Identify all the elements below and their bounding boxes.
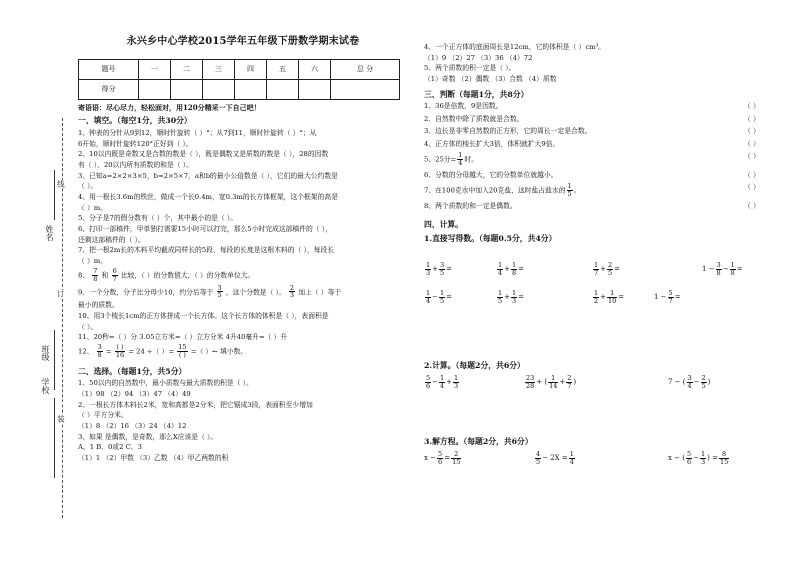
numerator: 2 bbox=[451, 451, 461, 459]
denominator: 2 bbox=[594, 297, 599, 306]
question: 11、20秒=（ ）分 3.05立方米=（ ）立方分米 4升40毫升=（ ）升 bbox=[78, 333, 288, 342]
fraction bbox=[593, 290, 599, 305]
q12-post: =（ ）← 填小数。 bbox=[190, 347, 248, 356]
fraction bbox=[497, 290, 503, 305]
fraction bbox=[92, 268, 98, 283]
numerator: 1 bbox=[594, 260, 599, 269]
numerator: 2 bbox=[289, 284, 295, 292]
equals: = bbox=[446, 293, 453, 302]
numerator: 5 bbox=[687, 450, 692, 459]
numerator: 3 bbox=[97, 344, 102, 352]
numerator: 3 bbox=[716, 260, 721, 269]
j7-post: 。 bbox=[573, 186, 581, 195]
denominator: 14 bbox=[549, 381, 558, 390]
fraction bbox=[719, 451, 729, 466]
fraction bbox=[686, 451, 692, 466]
denominator: 4 bbox=[426, 297, 431, 306]
question-12 bbox=[78, 344, 408, 359]
equation-row bbox=[424, 451, 774, 466]
question: 3、已知a=2×2×3×5，b=2×5×7，a和b的最小公倍数是（ ），它们的最大公约数是 bbox=[78, 171, 338, 180]
score-header-cell: 二 bbox=[171, 59, 203, 79]
class-line bbox=[54, 330, 55, 390]
section1-heading: 一、填空。（每空1分，共30分） bbox=[78, 116, 192, 126]
answer-paren[interactable]: （ ） bbox=[744, 152, 760, 161]
options: （1）奇数 （2）偶数 （3）合数 （4）质数 bbox=[424, 75, 557, 84]
question-8 bbox=[78, 268, 408, 283]
fraction bbox=[437, 451, 443, 466]
calc-suffix: ) bbox=[707, 377, 711, 386]
fraction bbox=[566, 375, 572, 390]
fraction bbox=[425, 262, 431, 277]
numerator: 2 bbox=[567, 373, 572, 382]
numerator: 1 bbox=[458, 151, 463, 160]
fraction bbox=[593, 262, 599, 277]
question: 4、用一根长3.6m的铁丝，做成一个长0.4m，宽0.3m的长方体框架，这个框架的高是 bbox=[78, 193, 338, 202]
numerator: 4 bbox=[536, 450, 541, 459]
equation-mid: − 2X = bbox=[542, 454, 568, 463]
score-cell[interactable] bbox=[267, 79, 299, 99]
name-label: 姓名 bbox=[45, 225, 54, 241]
numerator: 1 bbox=[701, 450, 706, 459]
question: 有（ ），20以内所有质数的和是（ ）。 bbox=[78, 161, 193, 169]
numerator: 1 bbox=[512, 260, 517, 269]
numerator: 15 bbox=[178, 344, 187, 352]
question: 1、50以内的自然数中，最小质数与最大质数的积是（ ）。 bbox=[78, 379, 253, 388]
denominator: 5 bbox=[440, 268, 445, 277]
fraction bbox=[217, 285, 223, 300]
denominator: 5 bbox=[608, 268, 613, 277]
fraction bbox=[511, 262, 517, 277]
calc-row bbox=[424, 375, 774, 390]
denominator: 4 bbox=[458, 158, 463, 167]
section2-heading: 二、选择。（每题1分，共5分） bbox=[78, 366, 187, 376]
fraction bbox=[425, 375, 431, 390]
score-header-cell: 题号 bbox=[79, 59, 139, 79]
denominator: 8 bbox=[93, 274, 98, 283]
score-header-cell: 一 bbox=[139, 59, 171, 79]
denominator: 7 bbox=[567, 381, 572, 390]
answer-paren[interactable]: （ ） bbox=[744, 127, 760, 136]
fraction bbox=[525, 375, 535, 390]
fraction bbox=[439, 290, 445, 305]
calc-row bbox=[424, 290, 774, 305]
numerator: ( ) bbox=[116, 344, 124, 352]
subsection-calc: 2.计算。（每题2分，共6分） bbox=[424, 361, 525, 371]
judge-row bbox=[424, 102, 774, 110]
page-title: 永兴乡中心学校2015学年五年级下册数学期末试卷 bbox=[126, 36, 360, 47]
numerator: 1 bbox=[569, 450, 574, 459]
question: 5、分子是7的假分数有（ ）个，其中最小的是（ ）。 bbox=[78, 214, 238, 223]
denominator: 3 bbox=[701, 458, 706, 467]
denominator: 5 bbox=[701, 381, 706, 390]
judge-text: 8、两个质数的和一定是偶数。 bbox=[424, 201, 517, 210]
equals: = bbox=[614, 264, 621, 273]
numerator: 1 bbox=[548, 375, 558, 383]
operator: + bbox=[504, 293, 511, 302]
calc-item bbox=[424, 375, 504, 390]
numerator: 6 bbox=[112, 267, 117, 275]
fraction bbox=[439, 262, 445, 277]
calc-row bbox=[424, 262, 774, 277]
numerator: 2 bbox=[701, 373, 706, 382]
numerator: 3 bbox=[440, 260, 445, 269]
name-line bbox=[54, 170, 55, 220]
calc-item bbox=[702, 262, 743, 277]
fraction bbox=[701, 375, 707, 390]
fraction bbox=[730, 262, 736, 277]
question: 2、10以内既是奇数又是合数的数是（ ），既是偶数又是质数的数是（ ），28的因数 bbox=[78, 150, 329, 159]
section4-heading: 四、计算。 bbox=[424, 220, 463, 230]
score-cell[interactable] bbox=[235, 79, 267, 99]
equals: = bbox=[618, 293, 625, 302]
fraction bbox=[535, 451, 541, 466]
question: 1、钟表的分针从9到12，顺时针旋转（ ）°；从7到11，顺时针旋转（ ）°；从 bbox=[78, 128, 317, 137]
judge-text: 3、边长是非零自然数的正方形，它的周长一定是合数。 bbox=[424, 127, 592, 136]
school-label: 学校 bbox=[41, 378, 50, 394]
subsection-equation: 3.解方程。（每题2分，共6分） bbox=[424, 437, 533, 447]
equation-x: x − ( bbox=[668, 454, 685, 463]
right-column bbox=[424, 43, 774, 474]
judge-row bbox=[424, 127, 774, 135]
calc-item bbox=[424, 262, 484, 277]
numerator: 1 bbox=[440, 373, 445, 382]
left-column bbox=[78, 36, 408, 465]
equation-item bbox=[534, 451, 634, 466]
j5-post: 时。 bbox=[464, 155, 478, 164]
calc-item bbox=[592, 290, 652, 305]
fraction bbox=[511, 290, 517, 305]
score-cell[interactable] bbox=[139, 79, 171, 99]
denominator: 4 bbox=[569, 458, 574, 467]
denominator: 7 bbox=[594, 268, 599, 277]
options: （1）8 （2）16 （3）24 （4）12 bbox=[78, 422, 187, 431]
fraction bbox=[548, 375, 558, 390]
answer-paren[interactable]: （ ） bbox=[744, 201, 760, 210]
denominator: 3 bbox=[426, 268, 431, 277]
numerator: 2 bbox=[608, 260, 613, 269]
equals: = bbox=[674, 293, 681, 302]
equals: = bbox=[518, 293, 525, 302]
numerator: 1 bbox=[607, 290, 617, 298]
operator: − bbox=[693, 454, 700, 463]
fraction bbox=[115, 344, 125, 359]
score-cell[interactable] bbox=[331, 79, 400, 99]
q8-prefix: 8、 bbox=[78, 271, 90, 280]
judge-row bbox=[424, 140, 774, 148]
fraction bbox=[716, 262, 722, 277]
denominator: 4 bbox=[440, 381, 445, 390]
options: （1）1 （2）甲数 （3）乙数 （4）甲乙两数的积 bbox=[78, 454, 229, 463]
q12-eq: = bbox=[105, 347, 112, 356]
class-label: 班级 bbox=[41, 345, 50, 361]
fraction bbox=[567, 183, 573, 198]
question: 5、两个质数的积一定是（ ）。 bbox=[424, 64, 516, 73]
denominator: 3 bbox=[512, 297, 517, 306]
calc-item bbox=[592, 262, 652, 277]
fraction bbox=[569, 451, 575, 466]
numerator: 1 bbox=[498, 289, 503, 298]
q9-part-b: ，这个分数是（ ）。 bbox=[225, 287, 286, 296]
question: （ ）m。 bbox=[78, 257, 107, 266]
calc-prefix: 7 − ( bbox=[668, 377, 686, 386]
fraction bbox=[607, 290, 617, 305]
calc-item bbox=[424, 290, 484, 305]
operator: − bbox=[693, 377, 700, 386]
encouragement: 寄语语：尽心尽力，轻松面对，用120分精采一下自己吧！ bbox=[78, 102, 261, 112]
numerator: 1 bbox=[498, 260, 503, 269]
operator: − bbox=[432, 377, 439, 386]
denominator: 28 bbox=[526, 381, 535, 390]
numerator: 1 bbox=[567, 182, 572, 191]
judge-text: 4、正方体的棱长扩大3倍，体积就扩大9倍。 bbox=[424, 139, 560, 148]
q8-post: 比较，（ ）的分数值大，（ ）的分数单位大。 bbox=[120, 271, 255, 280]
fraction bbox=[112, 268, 118, 283]
denominator: 16 bbox=[115, 350, 125, 359]
judge-row bbox=[424, 183, 774, 198]
numerator: 1 bbox=[454, 373, 459, 382]
denominator: 7 bbox=[668, 297, 673, 306]
judge-row bbox=[424, 115, 774, 123]
judge-text: 1、36是倍数，9是因数。 bbox=[424, 102, 503, 111]
calc-prefix: 1 − bbox=[654, 293, 667, 302]
denominator: 8 bbox=[730, 268, 735, 277]
score-cell[interactable] bbox=[299, 79, 331, 99]
denominator: 6 bbox=[438, 458, 443, 467]
denominator: 7 bbox=[112, 274, 117, 283]
fraction bbox=[668, 290, 674, 305]
question: 6开始，顺时针旋转120°正好到（ ）。 bbox=[78, 139, 193, 148]
question: （ ）m。 bbox=[78, 203, 107, 212]
denominator: 15 bbox=[719, 458, 729, 467]
denominator: 8 bbox=[97, 350, 102, 359]
operator: + bbox=[559, 377, 566, 386]
fraction bbox=[439, 375, 445, 390]
numerator: 7 bbox=[93, 267, 98, 275]
question: 2、一根长方体木料长2米，宽和高都是2分米，把它锯成3段，表面积至少增加 bbox=[78, 400, 313, 409]
score-row-label: 得分 bbox=[79, 79, 139, 99]
denominator: 3 bbox=[454, 381, 459, 390]
numerator: 3 bbox=[687, 373, 692, 382]
score-header-cell: 六 bbox=[299, 59, 331, 79]
score-header-cell: 总 分 bbox=[331, 59, 400, 79]
fraction bbox=[497, 262, 503, 277]
operator: − bbox=[432, 293, 439, 302]
answer-paren[interactable]: （ ） bbox=[744, 170, 760, 179]
numerator: 3 bbox=[217, 284, 222, 292]
equals: = bbox=[518, 264, 525, 273]
calc-item bbox=[496, 290, 556, 305]
cut-mark-mid: 订 bbox=[56, 290, 66, 298]
numerator: 23 bbox=[526, 373, 535, 382]
numerator: 1 bbox=[426, 260, 431, 269]
fraction bbox=[607, 262, 613, 277]
judge-text: 6、分数的分母越大，它的分数单位就越小。 bbox=[424, 170, 558, 179]
cut-line bbox=[62, 118, 63, 518]
score-table-header-row bbox=[79, 59, 400, 79]
denominator: 4 bbox=[687, 381, 692, 390]
school-line bbox=[54, 398, 55, 478]
calc-prefix: 1 − bbox=[702, 264, 715, 273]
denominator: 5 bbox=[440, 297, 445, 306]
denominator: 10 bbox=[608, 297, 617, 306]
fraction bbox=[453, 375, 459, 390]
q12-mid: = 24 ÷（ ）= bbox=[128, 347, 175, 356]
q12-prefix: 12、 bbox=[78, 347, 94, 356]
equation-x: x − bbox=[424, 454, 437, 463]
equation-close: ) = bbox=[707, 454, 718, 463]
score-header-cell: 五 bbox=[267, 59, 299, 79]
answer-paren[interactable]: （ ） bbox=[744, 183, 760, 192]
question-9 bbox=[78, 285, 408, 300]
equals: = bbox=[736, 264, 743, 273]
question: 最小的质数。 bbox=[78, 301, 119, 310]
denominator: 5 bbox=[567, 190, 572, 199]
score-header-cell: 三 bbox=[203, 59, 235, 79]
score-cell[interactable] bbox=[171, 79, 203, 99]
judge-text: 2、自然数中除了质数就是合数。 bbox=[424, 114, 524, 123]
numerator: 5 bbox=[426, 373, 431, 382]
fraction bbox=[451, 451, 461, 466]
denominator: 5 bbox=[536, 458, 541, 467]
q9-part-c: 加上（ ）等于 bbox=[298, 287, 342, 296]
question: 7、把一根2m长的木料平均截成同样长的5段，每段的长度是这根木料的（ ），每段长 bbox=[78, 246, 335, 255]
operator: + bbox=[446, 377, 453, 386]
numerator: 1 bbox=[730, 260, 735, 269]
denominator: 5 bbox=[498, 297, 503, 306]
calc-item bbox=[524, 375, 634, 390]
operator: + ( bbox=[536, 377, 548, 386]
question: 还剩这部稿件的（ ）。 bbox=[78, 235, 145, 244]
denominator: 6 bbox=[687, 458, 692, 467]
denominator: 8 bbox=[716, 268, 721, 277]
question: 10、用3个棱长1cm的正方体拼成一个长方体。这个长方体的体积是（ ），表面积是 bbox=[78, 312, 329, 321]
operator: + bbox=[600, 264, 607, 273]
calc-item bbox=[654, 290, 681, 305]
q9-part-a: 9、一个分数，分子比分母少10，约分后等于 bbox=[78, 287, 214, 296]
answer-paren[interactable]: （ ） bbox=[744, 139, 760, 148]
question: （ ）。 bbox=[78, 182, 98, 191]
fraction bbox=[700, 451, 706, 466]
equals: = bbox=[446, 264, 453, 273]
numerator: 1 bbox=[440, 289, 445, 298]
question: 6、打印一部稿件，甲单独打需要15小时可以打完，那么5小时完成这部稿件的（ ）， bbox=[78, 225, 332, 234]
operator: + bbox=[432, 264, 439, 273]
judge-text bbox=[424, 183, 580, 198]
subsection-direct: 1.直接写得数。（每题0.5分，共4分） bbox=[424, 234, 557, 244]
denominator: 8 bbox=[512, 268, 517, 277]
options: （1）98 （2）94 （3）47 （4）49 bbox=[78, 390, 191, 399]
q8-mid: 和 bbox=[101, 271, 109, 280]
denominator: 15 bbox=[452, 458, 461, 467]
cut-mark-top: 线 bbox=[56, 180, 66, 188]
j7-pre: 7、在100克水中加入20克盐，这时盐占盐水的 bbox=[424, 186, 566, 195]
operator: − bbox=[722, 264, 729, 273]
fraction bbox=[425, 290, 431, 305]
options: A、1 B、0或2 C、3 bbox=[78, 443, 142, 452]
fraction bbox=[687, 375, 693, 390]
numerator: 5 bbox=[438, 450, 443, 459]
equation-item bbox=[424, 451, 504, 466]
score-header-cell: 四 bbox=[235, 59, 267, 79]
j5-pre: 5、25分= bbox=[424, 155, 457, 164]
calc-item bbox=[668, 375, 710, 390]
question: 4、一个正方体的底面周长是12cm，它的体积是（ ）cm³。 bbox=[424, 43, 606, 51]
judge-row bbox=[424, 171, 774, 179]
question: 3、如果 是偶数，是奇数，那么X应该是（ ）。 bbox=[78, 432, 218, 441]
score-cell[interactable] bbox=[203, 79, 235, 99]
denominator: 3 bbox=[289, 291, 295, 300]
fraction bbox=[289, 285, 295, 300]
section3-heading: 三、判断（每题1分，共8分） bbox=[424, 89, 529, 99]
question: （ ）。 bbox=[78, 322, 98, 331]
numerator: 1 bbox=[512, 289, 517, 298]
operator: + bbox=[504, 264, 511, 273]
denominator: ( ) bbox=[178, 350, 186, 359]
judge-text bbox=[424, 152, 478, 167]
cut-mark-bottom: 装 bbox=[56, 415, 66, 423]
options: （1）9 （2）27 （3）36 （4）72 bbox=[424, 53, 533, 62]
score-table-score-row bbox=[79, 79, 400, 99]
calc-item bbox=[496, 262, 556, 277]
fraction bbox=[97, 344, 103, 359]
denominator: 4 bbox=[498, 268, 503, 277]
numerator: 1 bbox=[426, 289, 431, 298]
numerator: 8 bbox=[719, 451, 729, 459]
numerator: 5 bbox=[668, 289, 673, 298]
numerator: 1 bbox=[594, 289, 599, 298]
equation-item bbox=[668, 451, 730, 466]
equals: = bbox=[444, 454, 451, 463]
fraction bbox=[457, 152, 463, 167]
operator: + bbox=[600, 293, 607, 302]
denominator: 6 bbox=[426, 381, 431, 390]
judge-row bbox=[424, 152, 774, 167]
question: （ ）平方分米。 bbox=[78, 411, 128, 420]
fraction bbox=[177, 344, 187, 359]
denominator: 5 bbox=[217, 291, 222, 300]
paren-close: ) bbox=[573, 377, 577, 386]
score-table bbox=[78, 59, 400, 100]
answer-paren[interactable]: （ ） bbox=[744, 102, 760, 111]
judge-row bbox=[424, 202, 774, 210]
answer-paren[interactable]: （ ） bbox=[744, 114, 760, 123]
